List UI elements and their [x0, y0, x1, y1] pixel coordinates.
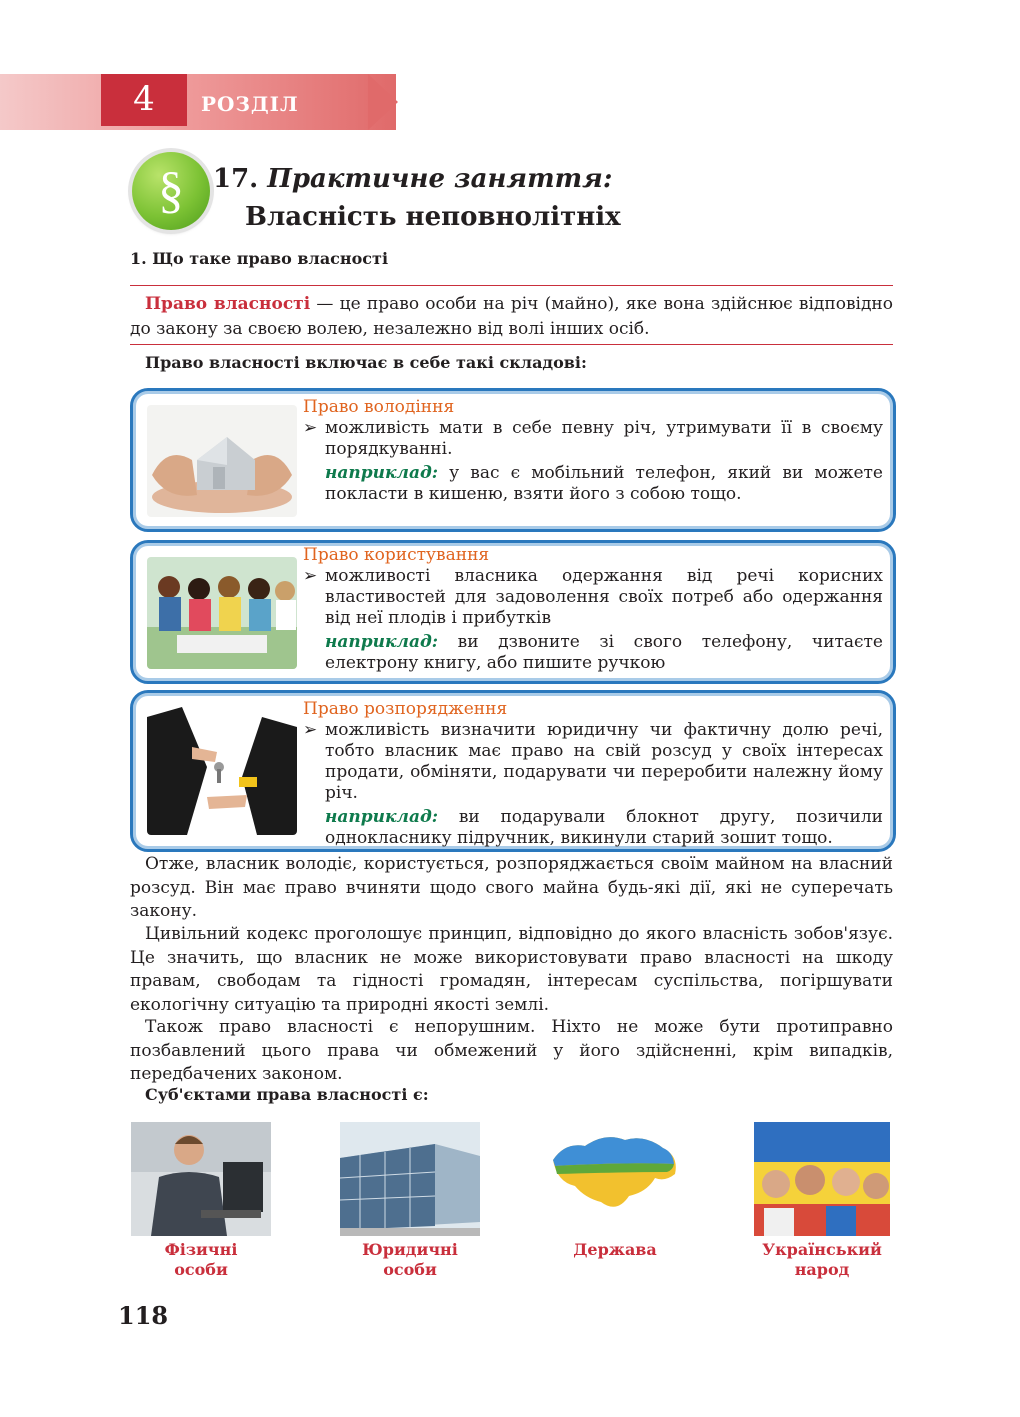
subject-individuals	[131, 1122, 271, 1280]
example-text: ви подарували блокнот другу, позичили однокласнику підручник, викинули старий зошит тощо.	[325, 807, 883, 848]
right-bullet-text: можливість мати в себе певну річ, утримувати її в своєму порядкуванні.	[325, 418, 883, 459]
right-text-possession	[303, 397, 883, 505]
right-title: Право розпорядження	[303, 699, 508, 719]
lesson-title-italic: Практичне заняття:	[267, 164, 613, 194]
includes-heading: Право власності включає в себе такі складові:	[145, 353, 587, 372]
hands-house-image	[147, 405, 297, 517]
right-example	[303, 632, 883, 674]
right-bullet-text: можливості власника одержання від речі корисних властивостей для задоволення своїх потреб або одержання від неї плодів і прибутків	[325, 566, 883, 628]
section-heading: 1. Що таке право власності	[130, 249, 389, 268]
page-number: 118	[118, 1301, 169, 1330]
right-example	[303, 807, 883, 849]
arrow-bullet-icon: ➢	[303, 566, 318, 586]
subject-caption	[545, 1240, 685, 1260]
subject-caption	[131, 1240, 271, 1280]
crowd-flags-image	[754, 1122, 890, 1236]
office-building-image	[340, 1122, 480, 1236]
caption-line: Український	[762, 1240, 882, 1259]
lesson-subtitle: Власність неповнолітніх	[245, 202, 621, 232]
right-bullet	[303, 566, 883, 629]
subject-caption	[754, 1240, 890, 1280]
arrow-bullet-icon: ➢	[303, 720, 318, 740]
definition	[130, 292, 893, 342]
paragraph-icon: §	[132, 152, 210, 230]
example-text: у вас є мобільний телефон, який ви можете покласти в кишеню, взяти його з собою тощо.	[325, 463, 883, 504]
right-example	[303, 463, 883, 505]
right-title: Право користування	[303, 545, 490, 565]
example-label: наприклад:	[325, 463, 439, 483]
right-box-use	[130, 540, 896, 684]
chapter-banner-arrow	[368, 74, 398, 130]
right-text-disposal	[303, 699, 883, 849]
arrow-bullet-icon: ➢	[303, 418, 318, 438]
chapter-number: 4	[101, 74, 187, 126]
right-title: Право володіння	[303, 397, 455, 417]
example-text: ви дзвоните зі свого телефону, читаєте електрону книгу, або пишите ручкою	[325, 632, 883, 673]
divider-top	[130, 285, 893, 286]
ukraine-map-image	[545, 1122, 685, 1236]
right-box-possession	[130, 388, 896, 532]
subject-legal-entities	[340, 1122, 480, 1280]
definition-term: Право власності	[145, 294, 311, 314]
subjects-heading: Суб'єктами права власності є:	[145, 1085, 429, 1104]
lesson-title	[213, 164, 612, 194]
chapter-banner	[0, 74, 396, 130]
example-label: наприклад:	[325, 632, 439, 652]
divider-bottom	[130, 344, 893, 345]
caption-line: Держава	[573, 1240, 657, 1259]
caption-line: особи	[383, 1260, 437, 1279]
students-with-phones-image	[147, 557, 297, 669]
paragraph: Також право власності є непорушним. Ніхто не може бути протиправно позбавлений цього права чи обмежений у його здійсненні, крім випадків, передбачених законом.	[130, 1017, 893, 1084]
paragraph: Отже, власник володіє, користується, розпоряджається своїм майном на власний розсуд. Він має право вчиняти щодо свого майна будь-які дії, які не суперечать закону.	[130, 854, 893, 921]
caption-line: Юридичні	[362, 1240, 458, 1259]
paragraph: Цивільний кодекс проголошує принцип, відповідно до якого власність зобов'язує. Це значить, що власник не може використовувати право власності на шкоду правам, свободам та гідності громадян, інтересам суспільства, погіршувати екологічну ситуацію та природні якості землі.	[130, 924, 893, 1015]
subject-state	[545, 1122, 685, 1260]
caption-line: особи	[174, 1260, 228, 1279]
businessman-image	[131, 1122, 271, 1236]
right-bullet	[303, 720, 883, 804]
chapter-label: РОЗДІЛ	[201, 92, 299, 116]
definition-text: — це право особи на річ (майно), яке вона здійснює відповідно до закону за своєю волею, незалежно від волі інших осіб.	[130, 294, 893, 339]
key-handover-image	[147, 707, 297, 835]
right-box-disposal	[130, 690, 896, 852]
subject-caption	[340, 1240, 480, 1280]
caption-line: Фізичні	[164, 1240, 238, 1259]
lesson-number: 17.	[213, 164, 259, 194]
caption-line: народ	[794, 1260, 850, 1279]
example-label: наприклад:	[325, 807, 439, 827]
subject-ukrainian-people	[754, 1122, 890, 1280]
right-text-use	[303, 545, 883, 674]
right-bullet-text: можливість визначити юридичну чи фактичну долю речі, тобто власник має право на свій розсуд у своїх інтересах продати, обміняти, подарувати чи переробити належну йому річ.	[325, 720, 883, 803]
right-bullet	[303, 418, 883, 460]
